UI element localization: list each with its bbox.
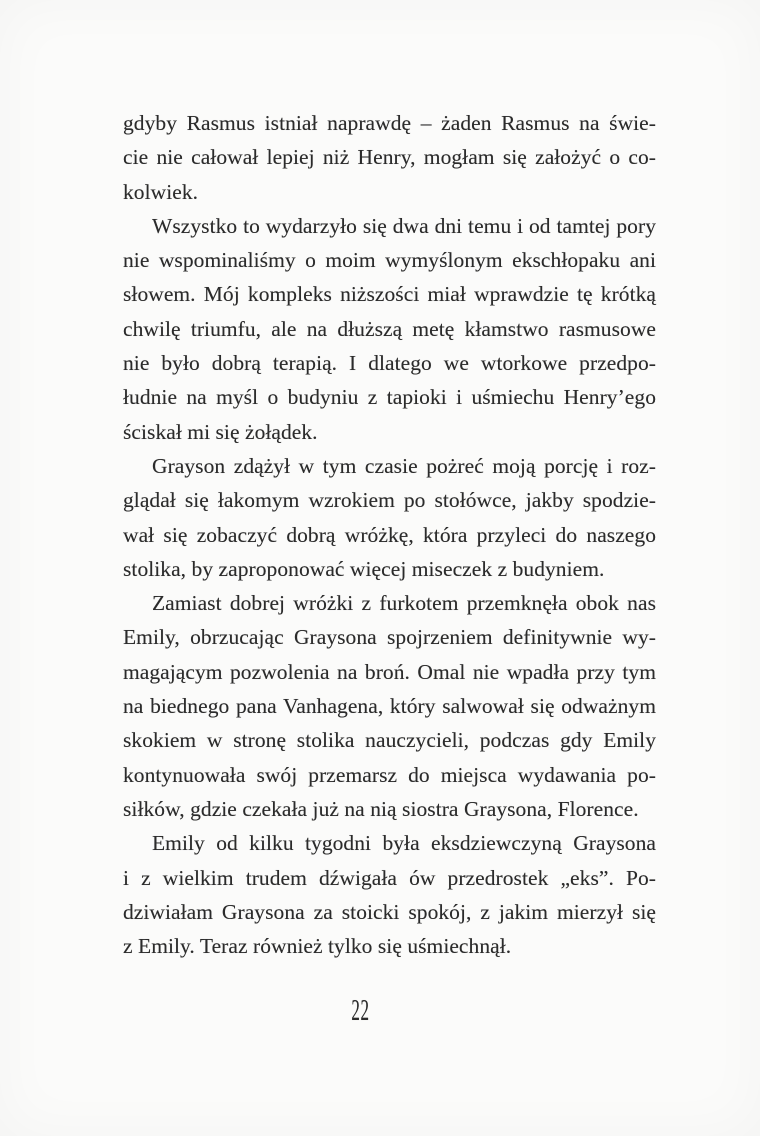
text-line: dziwiałam Graysona za stoicki spokój, z jakim mierzył się	[123, 899, 656, 924]
text-line: nie było dobrą terapią. I dlatego we wtorkowe przedpo-	[123, 351, 656, 376]
text-line: i z wielkim trudem dźwigała ów przedrostek „eks”. Po-	[123, 865, 656, 890]
text-block	[123, 106, 656, 963]
text-line: Emily od kilku tygodni była eksdziewczyną Graysona	[152, 831, 656, 856]
text-line: Grayson zdążył w tym czasie pożreć moją porcję i roz-	[152, 453, 656, 478]
text-line: kolwiek.	[123, 179, 199, 204]
text-line: siłków, gdzie czekała już na nią siostra Graysona, Florence.	[123, 796, 639, 821]
page-number	[310, 992, 410, 1028]
text-line: ściskał mi się żołądek.	[123, 419, 318, 444]
text-line: nie wspominaliśmy o moim wymyślonym ekschłopaku ani	[123, 248, 656, 273]
text-line: Wszystko to wydarzyło się dwa dni temu i od tamtej pory	[152, 213, 656, 238]
text-line: gdyby Rasmus istniał naprawdę – żaden Rasmus na świe-	[123, 111, 656, 135]
text-line: łudnie na myśl o budyniu z tapioki i uśmiechu Henry’ego	[123, 385, 656, 410]
text-line: magającym pozwolenia na broń. Omal nie wpadła przy tym	[123, 659, 656, 684]
text-line: skokiem w stronę stolika nauczycieli, podczas gdy Emily	[123, 728, 656, 753]
text-line: glądał się łakomym wzrokiem po stołówce, jakby spodzie-	[123, 488, 656, 513]
text-line: kontynuowała swój przemarsz do miejsca wydawania po-	[123, 762, 656, 787]
text-line: Zamiast dobrej wróżki z furkotem przemknęła obok nas	[152, 591, 656, 616]
text-line: cie nie całował lepiej niż Henry, mogłam się założyć o co-	[123, 145, 656, 170]
text-line: słowem. Mój kompleks niższości miał wprawdzie tę krótką	[123, 282, 656, 307]
page-number-value: 22	[350, 992, 370, 1027]
text-line: chwilę triumfu, ale na dłuższą metę kłamstwo rasmusowe	[123, 316, 656, 341]
text-line: stolika, by zaproponować więcej miseczek z budyniem.	[123, 556, 605, 581]
text-line: wał się zobaczyć dobrą wróżkę, która przyleci do naszego	[123, 522, 656, 547]
text-line: na biednego pana Vanhagena, który salwował się odważnym	[123, 694, 656, 719]
text-line: z Emily. Teraz również tylko się uśmiechnął.	[123, 934, 512, 959]
text-line: Emily, obrzucając Graysona spojrzeniem definitywnie wy-	[123, 625, 656, 650]
